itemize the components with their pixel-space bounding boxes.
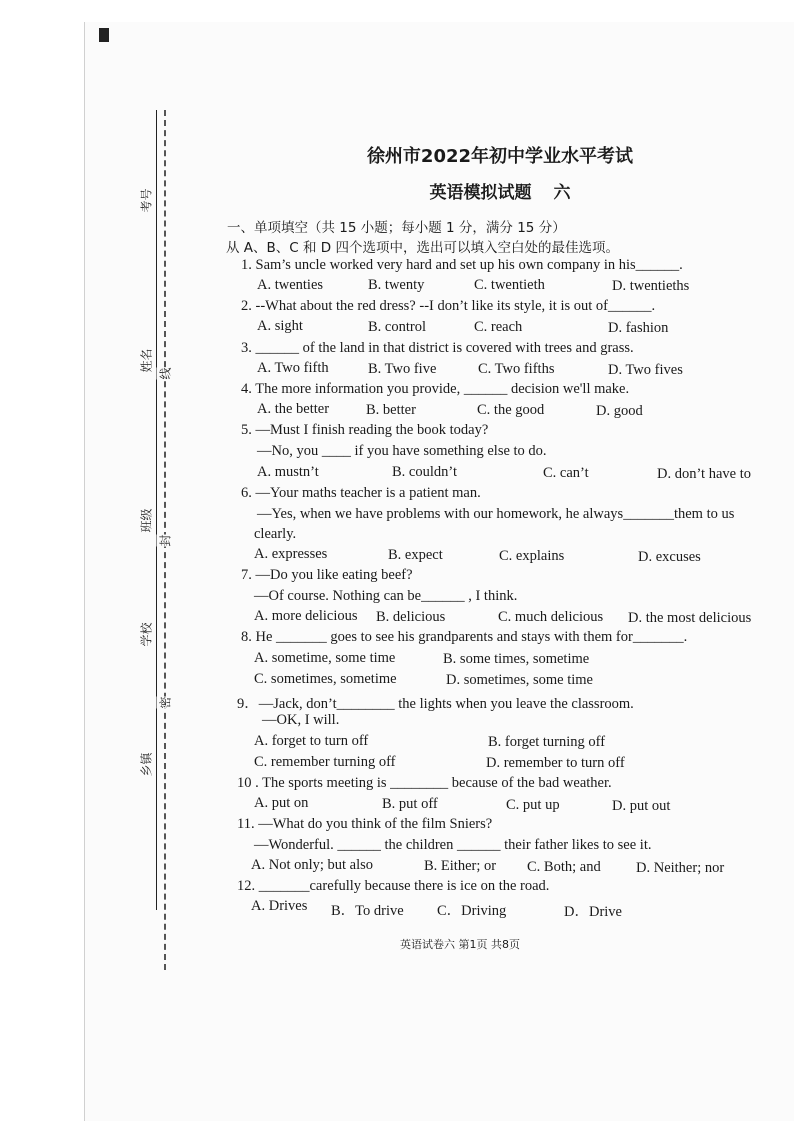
exam-subtitle — [300, 178, 700, 203]
q4-option-b: B. better — [366, 402, 416, 418]
q10-option-d: D. put out — [612, 798, 671, 814]
q11-option-a: A. Not only; but also — [251, 857, 374, 873]
question-11-stem: 11. —What do you think of the film Sniers? — [237, 816, 493, 832]
q9-option-c: C. remember turning off — [254, 754, 396, 770]
q4-option-a: A. the better — [257, 401, 330, 417]
page-footer: 英语试卷六 第1页 共8页 — [400, 938, 520, 951]
question-9-stem: 9．—Jack, don’t________ the lights when you leave the classroom. — [237, 696, 634, 712]
q12-option-b: B．To drive — [331, 903, 404, 919]
question-5-reply: —No, you ____ if you have something else to do. — [257, 443, 547, 459]
question-8-stem: 8. He _______ goes to see his grandparents and stays with them for_______. — [241, 629, 688, 645]
question-1-stem: 1. Sam’s uncle worked very hard and set up his own company in his______. — [241, 257, 683, 273]
q11-option-b: B. Either; or — [424, 858, 497, 874]
question-6-reply: —Yes, when we have problems with our homework, he always_______them to us — [257, 506, 735, 522]
question-9-reply: —OK, I will. — [262, 712, 340, 728]
q7-option-a: A. more delicious — [254, 608, 358, 624]
q5-option-d: D. don’t have to — [657, 466, 751, 482]
q10-option-c: C. put up — [506, 797, 560, 813]
question-7-stem: 7. —Do you like eating beef? — [241, 567, 413, 583]
class-label: 班级 — [139, 508, 154, 533]
q2-option-a: A. sight — [257, 318, 303, 334]
q4-option-c: C. the good — [477, 402, 545, 418]
q6-option-a: A. expresses — [254, 546, 328, 562]
subtitle-main: 英语模拟试题 — [429, 183, 532, 203]
q1-option-b: B. twenty — [368, 277, 425, 293]
q8-option-c: C. sometimes, sometime — [254, 671, 397, 687]
q8-option-b: B. some times, sometime — [443, 651, 590, 667]
q8-option-d: D. sometimes, some time — [446, 672, 593, 688]
q2-option-b: B. control — [368, 319, 426, 335]
question-4-stem: 4. The more information you provide, ______ decision we'll make. — [241, 381, 630, 397]
q4-option-d: D. good — [596, 403, 643, 419]
q6-option-d: D. excuses — [638, 549, 701, 565]
school-label: 学校 — [139, 622, 154, 647]
question-5-stem: 5. —Must I finish reading the book today? — [241, 422, 489, 438]
q10-option-a: A. put on — [254, 795, 309, 811]
q12-option-a: A. Drives — [251, 898, 308, 914]
question-3-stem: 3. ______ of the land in that district is covered with trees and grass. — [241, 340, 634, 356]
question-6-reply-cont: clearly. — [254, 526, 297, 542]
question-2-stem: 2. --What about the red dress? --I don’t like its style, it is out of______. — [241, 298, 656, 314]
q12-option-c: C．Driving — [437, 903, 507, 919]
binding-solid-line — [156, 110, 157, 910]
seal-seal-mark: 封 — [158, 534, 173, 547]
exam-title: 徐州市2022年初中学业水平考试 — [366, 146, 634, 167]
q6-option-c: C. explains — [499, 548, 565, 564]
question-12-stem: 12. _______carefully because there is ice on the road. — [237, 878, 550, 894]
q2-option-c: C. reach — [474, 319, 523, 335]
q7-option-b: B. delicious — [376, 609, 446, 625]
q7-option-c: C. much delicious — [498, 609, 604, 625]
q1-option-c: C. twentieth — [474, 277, 545, 293]
seal-secret-mark: 密 — [158, 696, 173, 709]
q2-option-d: D. fashion — [608, 320, 669, 336]
q3-option-d: D. Two fives — [608, 362, 683, 378]
q5-option-c: C. can’t — [543, 465, 589, 481]
q6-option-b: B. expect — [388, 547, 443, 563]
township-label: 乡镇 — [139, 752, 154, 777]
q1-option-d: D. twentieths — [612, 278, 690, 294]
question-11-reply: —Wonderful. ______ the children ______ their father likes to see it. — [254, 837, 652, 853]
q9-option-b: B. forget turning off — [488, 734, 606, 750]
section-instruction: 从 A、B、C 和 D 四个选项中，选出可以填入空白处的最佳选项。 — [226, 240, 619, 256]
question-7-reply: —Of course. Nothing can be______ , I think. — [254, 588, 518, 604]
q7-option-d: D. the most delicious — [628, 610, 752, 626]
q5-option-a: A. mustn’t — [257, 464, 319, 480]
subtitle-number: 六 — [553, 183, 571, 203]
question-6-stem: 6. —Your maths teacher is a patient man. — [241, 485, 481, 501]
q9-option-d: D. remember to turn off — [486, 755, 625, 771]
corner-mark — [99, 28, 109, 42]
q5-option-b: B. couldn’t — [392, 464, 457, 480]
question-10-stem: 10 . The sports meeting is ________ because of the bad weather. — [237, 775, 612, 791]
name-label: 姓名 — [139, 348, 154, 373]
q12-option-d: D．Drive — [564, 904, 622, 920]
q11-option-d: D. Neither; nor — [636, 860, 725, 876]
q1-option-a: A. twenties — [257, 277, 324, 293]
q9-option-a: A. forget to turn off — [254, 733, 369, 749]
seal-line-mark: 线 — [158, 367, 173, 380]
q3-option-b: B. Two five — [368, 361, 437, 377]
q8-option-a: A. sometime, some time — [254, 650, 396, 666]
q11-option-c: C. Both; and — [527, 859, 601, 875]
exam-number-label: 考号 — [139, 188, 154, 213]
q3-option-c: C. Two fifths — [478, 361, 555, 377]
q10-option-b: B. put off — [382, 796, 438, 812]
section-heading: 一、单项填空（共 15 小题；每小题 1 分，满分 15 分） — [227, 220, 566, 236]
q3-option-a: A. Two fifth — [257, 360, 329, 376]
